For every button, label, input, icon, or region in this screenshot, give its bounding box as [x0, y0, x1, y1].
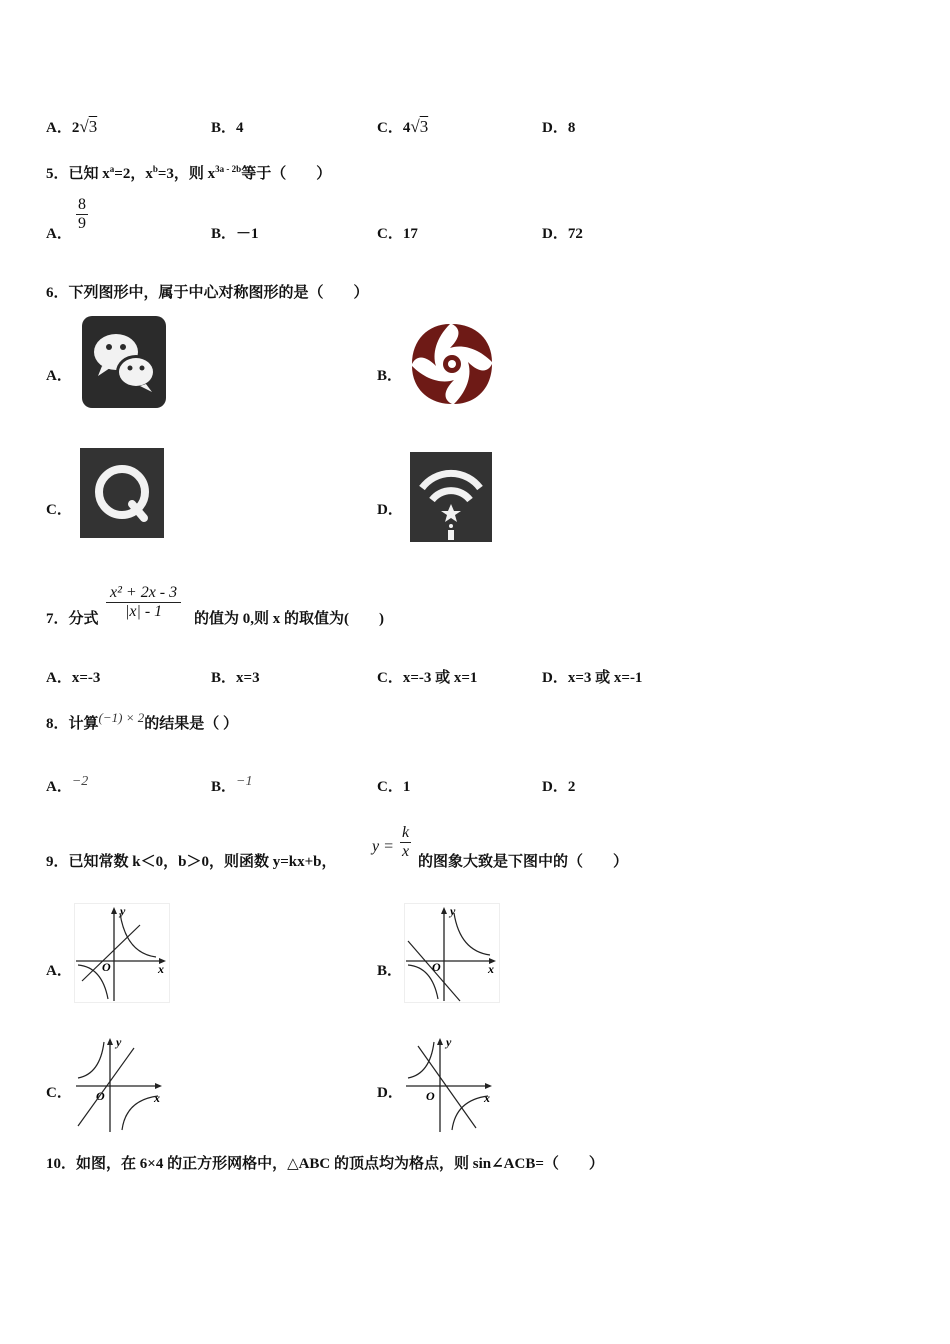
q9-option-c-label[interactable]: C．	[46, 1085, 72, 1101]
q9-stem-post: 的图象大致是下图中的（ ）	[418, 854, 629, 870]
q9-option-b-label[interactable]: B．	[377, 963, 403, 979]
phoenix-swirl-icon[interactable]	[406, 318, 498, 410]
q6-option-d-label[interactable]: D．	[377, 502, 403, 518]
x-axis-label: x	[154, 1091, 160, 1105]
q8-option-d[interactable]: D．2	[542, 779, 576, 795]
q5-option-a-fraction: $\frac{8}{9}$	[78, 196, 86, 232]
q9-option-a-label[interactable]: A．	[46, 963, 72, 979]
q6-option-a-label[interactable]: A．	[46, 368, 72, 384]
q-letter-icon[interactable]	[78, 446, 168, 542]
q7-option-a[interactable]: A．x=-3	[46, 670, 101, 686]
origin-label: O	[96, 1089, 105, 1103]
q4-option-a[interactable]: A．2√3	[46, 117, 98, 136]
q5-option-b[interactable]: B．－1	[211, 226, 259, 242]
q6-stem: 6．下列图形中，属于中心对称图形的是（ ）	[46, 285, 369, 301]
q7-option-c[interactable]: C．x=-3 或 x=1	[377, 670, 478, 686]
y-axis-label: y	[116, 1035, 122, 1049]
q7-option-b[interactable]: B．x=3	[211, 670, 260, 686]
q9-graph-d[interactable]	[404, 1034, 496, 1134]
q6-option-c-label[interactable]: C．	[46, 502, 72, 518]
q9-graph-c[interactable]	[74, 1034, 166, 1134]
y-axis-label: y	[446, 1035, 452, 1049]
q5-stem: 5．已知 $x^a=2$，$x^b=3$，则 $x^{3a - 2b}$等于（ ）	[46, 164, 332, 182]
wechat-icon[interactable]	[80, 314, 168, 410]
origin-label: O	[432, 960, 441, 974]
q5-option-c[interactable]: C．17	[377, 226, 418, 242]
q9-eq-fraction: $\frac{k}{x}$	[402, 824, 410, 860]
q8-option-b[interactable]: B．−1	[211, 774, 253, 795]
q10-stem: 10．如图，在 6×4 的正方形网格中，△ABC 的顶点均为格点，则 sin∠ACB=（ ）	[46, 1156, 604, 1172]
q4-option-d[interactable]: D．8	[542, 120, 576, 136]
q9-stem-pre: 9．已知常数 k＜0，b＞0，则函数 y=kx+b，	[46, 854, 337, 870]
y-axis-label: y	[120, 904, 126, 918]
q8-expression: (−1) × 2	[98, 710, 145, 725]
q7-stem-post: 的值为 0,则 x 的取值为( )	[194, 611, 384, 627]
q9-graph-b[interactable]	[404, 903, 500, 1003]
q7-option-d[interactable]: D．x=3 或 x=-1	[542, 670, 643, 686]
q7-fraction: $\frac{\text{x² + 2x - 3}}{|x| - 1}$	[106, 584, 181, 621]
q8-option-c[interactable]: C．1	[377, 779, 411, 795]
q8-option-a[interactable]: A．−2	[46, 774, 89, 795]
wifi-signal-icon[interactable]	[408, 450, 494, 544]
q5-option-d[interactable]: D．72	[542, 226, 583, 242]
x-axis-label: x	[158, 962, 164, 976]
q9-eq-lhs: y =	[372, 838, 394, 855]
x-axis-label: x	[484, 1091, 490, 1105]
origin-label: O	[426, 1089, 435, 1103]
q5-option-a-label[interactable]: A．	[46, 226, 72, 242]
q9-graph-a[interactable]	[74, 903, 170, 1003]
x-axis-label: x	[488, 962, 494, 976]
q8-stem: 8．计算(−1) × 2的结果是（ ）	[46, 710, 238, 732]
y-axis-label: y	[450, 904, 456, 918]
q7-stem-pre: 7．分式	[46, 611, 99, 627]
q4-option-b[interactable]: B．4	[211, 120, 244, 136]
q4-option-c[interactable]: C．4√3	[377, 117, 429, 136]
q9-option-d-label[interactable]: D．	[377, 1085, 403, 1101]
q6-option-b-label[interactable]: B．	[377, 368, 403, 384]
origin-label: O	[102, 960, 111, 974]
